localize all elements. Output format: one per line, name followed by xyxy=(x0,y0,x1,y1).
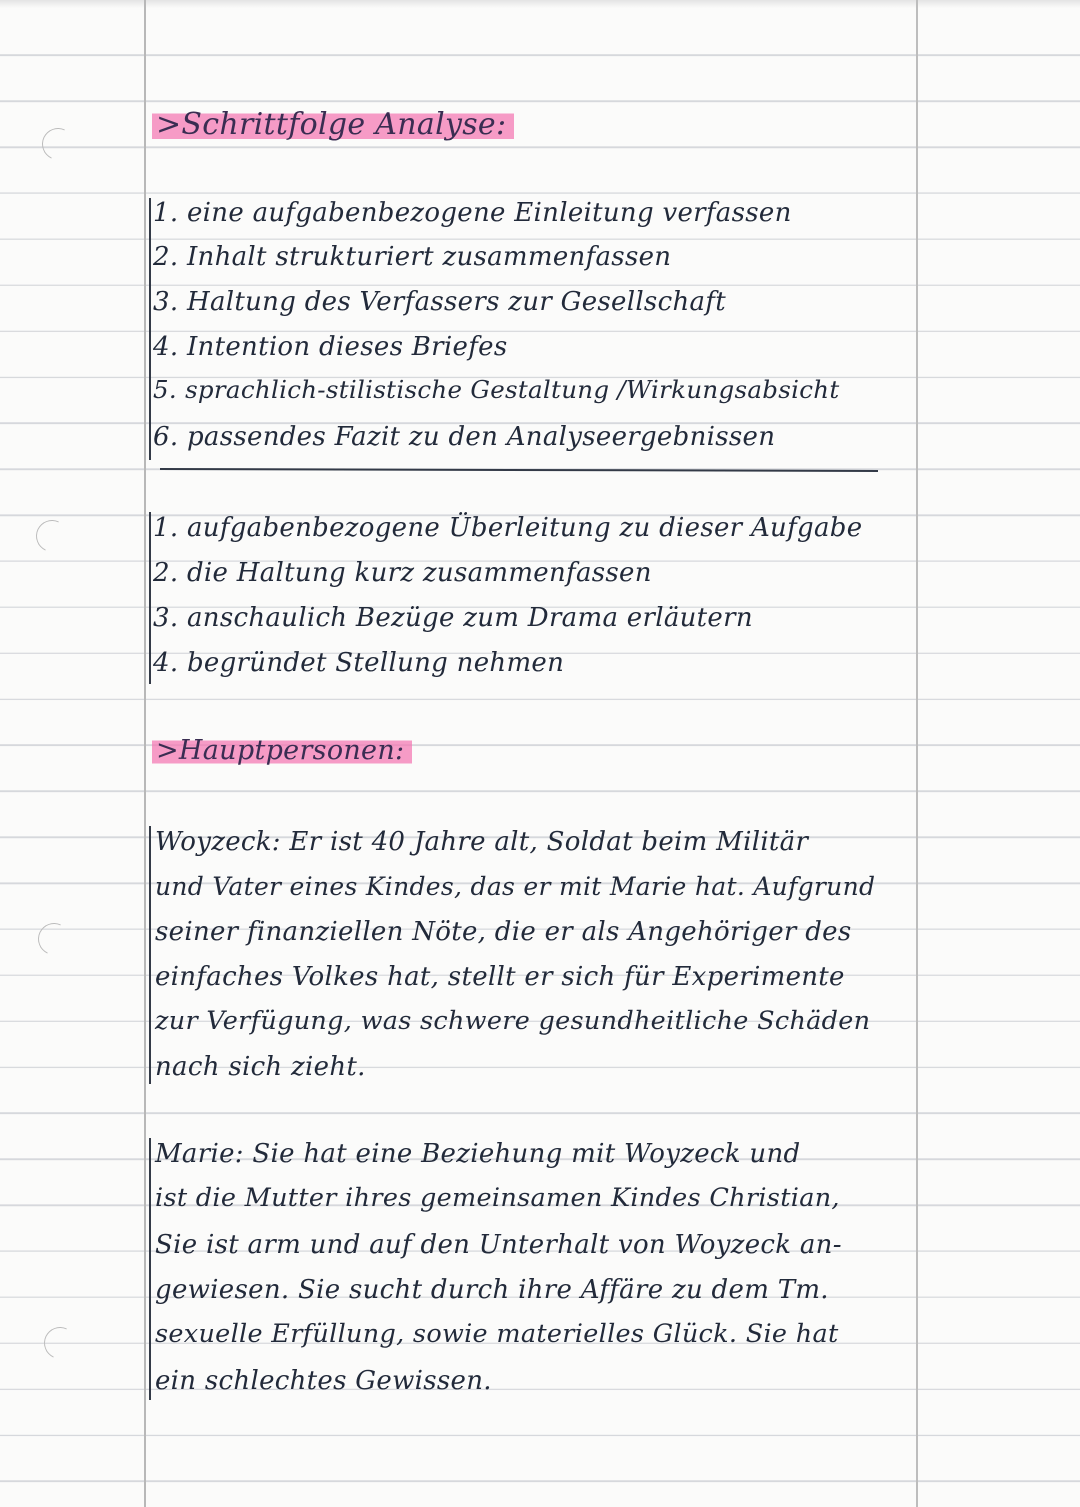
marie-line-2: ist die Mutter ihres gemeinsamen Kindes Christian, xyxy=(155,1183,840,1213)
eroerterung-item-1: 1. aufgabenbezogene Überleitung zu dieser Aufgabe xyxy=(153,513,863,543)
eroerterung-item-2: 2. die Haltung kurz zusammenfassen xyxy=(153,558,652,588)
heading-hauptpersonen xyxy=(152,737,412,764)
marie-line-5: sexuelle Erfüllung, sowie materielles Glück. Sie hat xyxy=(155,1319,839,1349)
page-top-shadow xyxy=(0,0,1080,8)
schrittfolge-item-3: 3. Haltung des Verfassers zur Gesellschaft xyxy=(153,287,726,317)
woyzeck-line-1: Woyzeck: Er ist 40 Jahre alt, Soldat beim Militär xyxy=(155,827,809,857)
list-bracket-2 xyxy=(149,512,151,684)
marie-line-1: Marie: Sie hat eine Beziehung mit Woyzeck und xyxy=(155,1139,801,1169)
punch-hole-2 xyxy=(31,515,72,556)
schrittfolge-item-6: 6. passendes Fazit zu den Analyseergebnissen xyxy=(153,422,776,452)
woyzeck-line-6: nach sich zieht. xyxy=(155,1052,366,1082)
heading-hauptpersonen-text: >Hauptpersonen: xyxy=(152,735,412,766)
schrittfolge-item-1: 1. eine aufgabenbezogene Einleitung verfassen xyxy=(153,198,792,228)
woyzeck-line-3: seiner finanziellen Nöte, die er als Angehöriger des xyxy=(155,917,852,947)
left-margin-line xyxy=(144,0,146,1507)
woyzeck-line-5: zur Verfügung, was schwere gesundheitliche Schäden xyxy=(155,1006,871,1036)
woyzeck-line-2: und Vater eines Kindes, das er mit Marie hat. Aufgrund xyxy=(155,872,876,901)
heading-schrittfolge-text: >Schrittfolge Analyse: xyxy=(152,107,514,142)
heading-schrittfolge xyxy=(152,107,514,142)
paragraph-bracket-woyzeck xyxy=(149,826,151,1084)
punch-hole-4 xyxy=(39,1322,80,1363)
right-margin-line xyxy=(916,0,918,1507)
section-divider xyxy=(160,468,878,472)
punch-hole-3 xyxy=(33,918,74,959)
marie-line-3: Sie ist arm und auf den Unterhalt von Woyzeck an- xyxy=(155,1230,842,1260)
paragraph-bracket-marie xyxy=(149,1138,151,1400)
punch-hole-1 xyxy=(37,123,78,164)
woyzeck-line-4: einfaches Volkes hat, stellt er sich für Experimente xyxy=(155,962,845,992)
eroerterung-item-4: 4. begründet Stellung nehmen xyxy=(153,648,565,678)
schrittfolge-item-2: 2. Inhalt strukturiert zusammenfassen xyxy=(153,242,672,272)
marie-line-4: gewiesen. Sie sucht durch ihre Affäre zu dem Tm. xyxy=(155,1275,829,1305)
marie-line-6: ein schlechtes Gewissen. xyxy=(155,1366,492,1396)
list-bracket-1 xyxy=(149,198,151,460)
schrittfolge-item-5: 5. sprachlich-stilistische Gestaltung /Wirkungsabsicht xyxy=(153,375,840,404)
eroerterung-item-3: 3. anschaulich Bezüge zum Drama erläutern xyxy=(153,603,753,633)
schrittfolge-item-4: 4. Intention dieses Briefes xyxy=(153,332,508,362)
